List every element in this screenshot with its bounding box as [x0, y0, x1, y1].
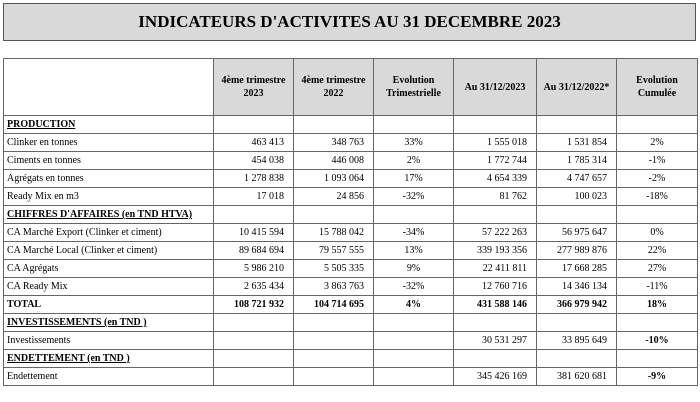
value-cell: 100 023: [537, 188, 617, 206]
value-cell: 17 668 285: [537, 260, 617, 278]
evolution-cell: 17%: [374, 170, 454, 188]
value-cell: 345 426 169: [454, 368, 537, 386]
value-cell: 22 411 811: [454, 260, 537, 278]
empty-cell: [374, 314, 454, 332]
table-row: [4, 260, 698, 278]
row-label: Clinker en tonnes: [4, 134, 214, 152]
column-header: Au 31/12/2022*: [537, 59, 617, 116]
value-cell: 104 714 695: [294, 296, 374, 314]
empty-cell: [454, 116, 537, 134]
table-row: [4, 332, 698, 350]
evolution-cell: [374, 368, 454, 386]
value-cell: 10 415 594: [214, 224, 294, 242]
value-cell: 24 856: [294, 188, 374, 206]
evolution-cell: -11%: [617, 278, 698, 296]
empty-cell: [617, 350, 698, 368]
value-cell: [214, 332, 294, 350]
value-cell: 1 093 064: [294, 170, 374, 188]
table-row: [4, 134, 698, 152]
value-cell: 3 863 763: [294, 278, 374, 296]
value-cell: 1 531 854: [537, 134, 617, 152]
table-row: [4, 170, 698, 188]
value-cell: 30 531 297: [454, 332, 537, 350]
section-label: INVESTISSEMENTS (en TND ): [4, 314, 214, 332]
column-header: 4ème trimestre 2022: [294, 59, 374, 116]
value-cell: 446 008: [294, 152, 374, 170]
evolution-cell: -2%: [617, 170, 698, 188]
empty-cell: [537, 314, 617, 332]
column-header: Evolution Trimestrielle: [374, 59, 454, 116]
value-cell: 1 278 838: [214, 170, 294, 188]
value-cell: 56 975 647: [537, 224, 617, 242]
empty-cell: [617, 206, 698, 224]
empty-cell: [374, 350, 454, 368]
table-row: [4, 152, 698, 170]
evolution-cell: 9%: [374, 260, 454, 278]
value-cell: 2 635 434: [214, 278, 294, 296]
empty-cell: [294, 350, 374, 368]
section-row: [4, 206, 698, 224]
table-row: [4, 188, 698, 206]
row-label: Investissements: [4, 332, 214, 350]
value-cell: 89 684 694: [214, 242, 294, 260]
empty-cell: [294, 206, 374, 224]
value-cell: 431 588 146: [454, 296, 537, 314]
row-label: Agrégats en tonnes: [4, 170, 214, 188]
value-cell: 1 785 314: [537, 152, 617, 170]
value-cell: 15 788 042: [294, 224, 374, 242]
row-label: CA Marché Local (Clinker et ciment): [4, 242, 214, 260]
evolution-cell: 33%: [374, 134, 454, 152]
total-row: [4, 296, 698, 314]
empty-cell: [454, 206, 537, 224]
report-title: INDICATEURS D'ACTIVITES AU 31 DECEMBRE 2023: [3, 3, 696, 41]
empty-cell: [374, 206, 454, 224]
empty-cell: [214, 116, 294, 134]
value-cell: 4 747 657: [537, 170, 617, 188]
value-cell: 339 193 356: [454, 242, 537, 260]
column-header: 4ème trimestre 2023: [214, 59, 294, 116]
section-label: ENDETTEMENT (en TND ): [4, 350, 214, 368]
evolution-cell: 18%: [617, 296, 698, 314]
empty-cell: [617, 314, 698, 332]
header-row: [4, 59, 698, 116]
section-label: PRODUCTION: [4, 116, 214, 134]
row-label: CA Ready Mix: [4, 278, 214, 296]
indicators-table: [3, 58, 698, 386]
value-cell: 463 413: [214, 134, 294, 152]
evolution-cell: 27%: [617, 260, 698, 278]
value-cell: 12 760 716: [454, 278, 537, 296]
evolution-cell: -32%: [374, 188, 454, 206]
empty-cell: [294, 116, 374, 134]
value-cell: 381 620 681: [537, 368, 617, 386]
value-cell: 108 721 932: [214, 296, 294, 314]
table-body: [4, 116, 698, 386]
table-row: [4, 242, 698, 260]
table-row: [4, 368, 698, 386]
row-label: TOTAL: [4, 296, 214, 314]
evolution-cell: -18%: [617, 188, 698, 206]
column-header: Evolution Cumulée: [617, 59, 698, 116]
empty-cell: [214, 350, 294, 368]
section-row: [4, 350, 698, 368]
row-label: CA Agrégats: [4, 260, 214, 278]
evolution-cell: 0%: [617, 224, 698, 242]
row-label: CA Marché Export (Clinker et ciment): [4, 224, 214, 242]
empty-cell: [537, 206, 617, 224]
table-row: [4, 224, 698, 242]
empty-cell: [617, 116, 698, 134]
evolution-cell: -1%: [617, 152, 698, 170]
row-label: Ciments en tonnes: [4, 152, 214, 170]
column-header: Au 31/12/2023: [454, 59, 537, 116]
evolution-cell: -32%: [374, 278, 454, 296]
section-row: [4, 116, 698, 134]
section-row: [4, 314, 698, 332]
evolution-cell: [374, 332, 454, 350]
empty-cell: [374, 116, 454, 134]
value-cell: 1 555 018: [454, 134, 537, 152]
empty-cell: [537, 116, 617, 134]
evolution-cell: 2%: [617, 134, 698, 152]
empty-cell: [454, 314, 537, 332]
empty-cell: [454, 350, 537, 368]
value-cell: 5 986 210: [214, 260, 294, 278]
value-cell: 5 505 335: [294, 260, 374, 278]
value-cell: 79 557 555: [294, 242, 374, 260]
row-label: Endettement: [4, 368, 214, 386]
evolution-cell: 2%: [374, 152, 454, 170]
value-cell: 57 222 263: [454, 224, 537, 242]
empty-cell: [294, 314, 374, 332]
empty-cell: [214, 206, 294, 224]
section-label: CHIFFRES D'AFFAIRES (en TND HTVA): [4, 206, 214, 224]
value-cell: 14 346 134: [537, 278, 617, 296]
value-cell: [294, 368, 374, 386]
row-label: Ready Mix en m3: [4, 188, 214, 206]
value-cell: 348 763: [294, 134, 374, 152]
value-cell: 81 762: [454, 188, 537, 206]
value-cell: 33 895 649: [537, 332, 617, 350]
value-cell: 454 038: [214, 152, 294, 170]
empty-cell: [537, 350, 617, 368]
value-cell: [214, 368, 294, 386]
evolution-cell: -9%: [617, 368, 698, 386]
evolution-cell: 13%: [374, 242, 454, 260]
value-cell: 366 979 942: [537, 296, 617, 314]
table-row: [4, 278, 698, 296]
header-blank: [4, 59, 214, 116]
value-cell: 4 654 339: [454, 170, 537, 188]
evolution-cell: -10%: [617, 332, 698, 350]
evolution-cell: -34%: [374, 224, 454, 242]
empty-cell: [214, 314, 294, 332]
value-cell: 17 018: [214, 188, 294, 206]
value-cell: [294, 332, 374, 350]
value-cell: 277 989 876: [537, 242, 617, 260]
evolution-cell: 22%: [617, 242, 698, 260]
value-cell: 1 772 744: [454, 152, 537, 170]
evolution-cell: 4%: [374, 296, 454, 314]
